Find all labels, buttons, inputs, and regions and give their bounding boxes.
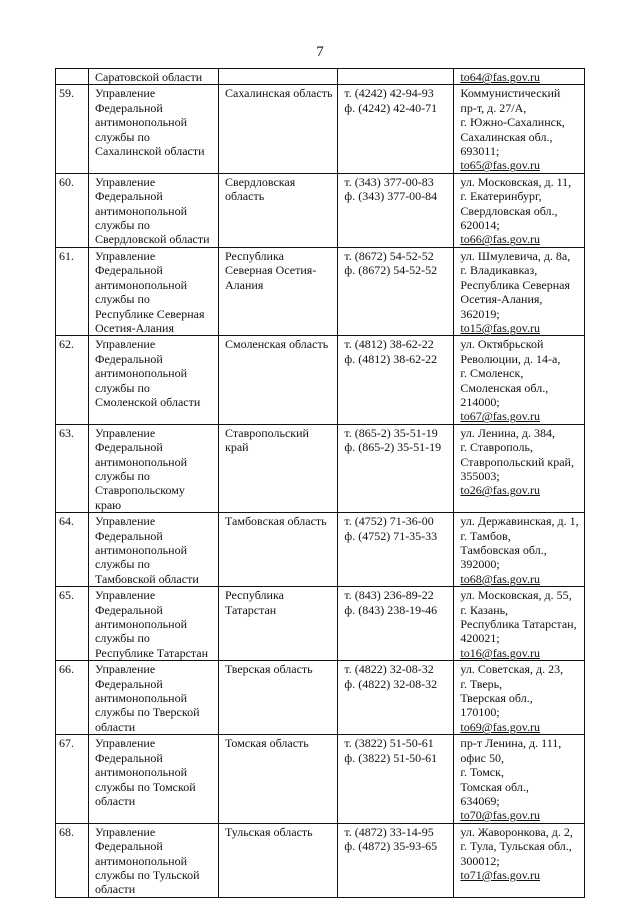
region-line: Тверская область xyxy=(225,662,313,677)
address-line: ул. Советская, д. 23, xyxy=(460,662,564,677)
phone-number: т. (4752) 71-36-00 xyxy=(344,514,434,529)
address-line: Коммунистический xyxy=(460,86,561,101)
office-name-line: службы по xyxy=(95,557,150,572)
cell-address xyxy=(454,587,584,661)
address-line: ул. Жаворонкова, д. 2, xyxy=(460,824,573,839)
table-row xyxy=(56,85,585,173)
cell-region xyxy=(219,173,338,247)
office-name-line: Федеральной xyxy=(95,676,163,691)
address-line: ул. Октябрьской xyxy=(460,337,544,352)
row-number: 61. xyxy=(59,248,74,263)
cell-phone xyxy=(338,587,454,661)
fax-number: ф. (343) 377-00-84 xyxy=(344,189,438,204)
region-line: Алания xyxy=(225,277,264,292)
address-line: офис 50, xyxy=(460,750,504,765)
cell-region xyxy=(219,424,338,512)
office-name-line: Республике Северная xyxy=(95,306,205,321)
fax-number: ф. (843) 238-19-46 xyxy=(344,602,438,617)
address-line: 620014; xyxy=(460,218,500,233)
address-line: Республика Татарстан, xyxy=(460,617,577,632)
fax-number: ф. (4242) 42-40-71 xyxy=(344,100,438,115)
email-link[interactable]: to65@fas.gov.ru xyxy=(460,158,541,173)
fax-number: ф. (4872) 35-93-65 xyxy=(344,839,438,854)
address-line: 170100; xyxy=(460,705,500,720)
cell-address xyxy=(454,85,584,173)
address-line: г. Тула, Тульская обл., xyxy=(460,839,572,854)
address-line: 634069; xyxy=(460,793,500,808)
office-name-line: Управление xyxy=(95,248,156,263)
cell-office-name xyxy=(89,85,219,173)
row-number: 63. xyxy=(59,425,74,440)
cell-number xyxy=(56,173,89,247)
address-line: Революции, д. 14-а, xyxy=(460,351,561,366)
cell-address xyxy=(454,513,584,587)
table-row xyxy=(56,513,585,587)
phone-number: т. (4822) 32-08-32 xyxy=(344,662,434,677)
email-link[interactable]: to26@fas.gov.ru xyxy=(460,483,541,498)
address-line: г. Тамбов, xyxy=(460,528,511,543)
office-name-line: Управление xyxy=(95,514,156,529)
cell-phone xyxy=(338,69,454,85)
office-name-line: антимонопольной xyxy=(95,277,187,292)
address-line: Смоленская обл., xyxy=(460,380,549,395)
cell-region xyxy=(219,587,338,661)
address-line: 300012; xyxy=(460,853,500,868)
cell-address xyxy=(454,735,584,823)
cell-region xyxy=(219,735,338,823)
office-name-line: Смоленской области xyxy=(95,394,201,409)
office-name-line: области xyxy=(95,719,136,734)
address-line: 420021; xyxy=(460,631,500,646)
row-number: 65. xyxy=(59,588,74,603)
table-row xyxy=(56,336,585,424)
region-line: край xyxy=(225,440,249,455)
cell-office-name xyxy=(89,661,219,735)
row-number: 67. xyxy=(59,736,74,751)
cell-phone xyxy=(338,85,454,173)
phone-number: т. (865-2) 35-51-19 xyxy=(344,425,438,440)
office-name-line: службы по xyxy=(95,218,150,233)
office-name-line: антимонопольной xyxy=(95,617,187,632)
office-name-line: краю xyxy=(95,497,122,512)
cell-phone xyxy=(338,173,454,247)
email-link[interactable]: to69@fas.gov.ru xyxy=(460,719,541,734)
office-name-line: службы по xyxy=(95,468,150,483)
address-line: 693011; xyxy=(460,144,500,159)
office-name-line: антимонопольной xyxy=(95,203,187,218)
region-line: Ставропольский xyxy=(225,425,309,440)
address-line: Тверская обл., xyxy=(460,691,533,706)
cell-address xyxy=(454,336,584,424)
row-number: 68. xyxy=(59,824,74,839)
phone-number: т. (8672) 54-52-52 xyxy=(344,248,434,263)
table-row xyxy=(56,424,585,512)
address-line: г. Казань, xyxy=(460,602,509,617)
row-number: 64. xyxy=(59,514,74,529)
office-name-line: антимонопольной xyxy=(95,115,187,130)
region-line: Томская область xyxy=(225,736,309,751)
cell-number xyxy=(56,69,89,85)
office-name-line: Федеральной xyxy=(95,440,163,455)
office-name-line: Федеральной xyxy=(95,100,163,115)
address-line: 362019; xyxy=(460,306,500,321)
address-line: Осетия-Алания, xyxy=(460,292,543,307)
office-name-line: Федеральной xyxy=(95,839,163,854)
office-name-line: антимонопольной xyxy=(95,691,187,706)
cell-address xyxy=(454,823,584,897)
office-name-line: антимонопольной xyxy=(95,543,187,557)
email-link[interactable]: to71@fas.gov.ru xyxy=(460,867,541,882)
phone-number: т. (3822) 51-50-61 xyxy=(344,736,434,751)
office-name-line: Управление xyxy=(95,736,156,751)
address-line: г. Владикавказ, xyxy=(460,263,538,278)
phone-number: т. (4812) 38-62-22 xyxy=(344,337,434,352)
office-name-line: антимонопольной xyxy=(95,366,187,381)
cell-office-name xyxy=(89,823,219,897)
fax-number: ф. (4812) 38-62-22 xyxy=(344,351,438,366)
cell-number xyxy=(56,424,89,512)
cell-phone xyxy=(338,823,454,897)
address-line: г. Смоленск, xyxy=(460,366,524,381)
cell-office-name xyxy=(89,587,219,661)
fax-number: ф. (865-2) 35-51-19 xyxy=(344,440,442,455)
region-line: Республика xyxy=(225,248,284,263)
page-number: 7 xyxy=(316,44,324,60)
cell-office-name xyxy=(89,513,219,587)
office-name-line: Федеральной xyxy=(95,263,163,278)
fax-number: ф. (4822) 32-08-32 xyxy=(344,676,438,691)
address-line: 392000; xyxy=(460,557,500,572)
regional-offices-table xyxy=(55,68,585,898)
address-line: Свердловская обл., xyxy=(460,203,558,218)
office-name-line: службы по xyxy=(95,631,150,646)
address-line: г. Ставрополь, xyxy=(460,440,533,455)
office-name-line: Осетия-Алания xyxy=(95,320,174,335)
table-row xyxy=(56,735,585,823)
cell-region xyxy=(219,823,338,897)
cell-number xyxy=(56,587,89,661)
cell-office-name xyxy=(89,424,219,512)
phone-number: т. (843) 236-89-22 xyxy=(344,588,434,603)
cell-region xyxy=(219,513,338,587)
cell-region xyxy=(219,336,338,424)
table-body xyxy=(56,69,585,898)
address-line: пр-т, д. 27/А, xyxy=(460,100,527,115)
phone-number: т. (4872) 33-14-95 xyxy=(344,824,434,839)
office-name-line: антимонопольной xyxy=(95,853,187,868)
email-link[interactable]: to68@fas.gov.ru xyxy=(460,571,541,586)
address-line: ул. Ленина, д. 384, xyxy=(460,425,555,440)
email-link[interactable]: to67@fas.gov.ru xyxy=(460,409,541,424)
address-line: Ставропольский край, xyxy=(460,454,574,469)
region-line: Республика xyxy=(225,588,284,603)
office-name-line: Управление xyxy=(95,588,156,603)
region-line: Северная Осетия- xyxy=(225,263,317,278)
office-name-line: службы по xyxy=(95,292,150,307)
office-name-line: службы по Тульской xyxy=(95,867,200,882)
phone-number: т. (4242) 42-94-93 xyxy=(344,86,434,101)
office-name-line: Управление xyxy=(95,824,156,839)
cell-number xyxy=(56,247,89,335)
row-number: 60. xyxy=(59,174,74,189)
fax-number: ф. (3822) 51-50-61 xyxy=(344,750,438,765)
office-name-line: службы по Тверской xyxy=(95,705,200,720)
office-name-line: Управление xyxy=(95,86,156,101)
cell-number xyxy=(56,85,89,173)
table-row-continuation xyxy=(56,69,585,85)
email-link[interactable]: to15@fas.gov.ru xyxy=(460,320,541,335)
table-row xyxy=(56,173,585,247)
cell-phone xyxy=(338,735,454,823)
office-name-line: Свердловской области xyxy=(95,232,210,247)
cell-phone xyxy=(338,513,454,587)
office-name-line: области xyxy=(95,882,136,897)
office-name-line: Управление xyxy=(95,174,156,189)
cell-office-name xyxy=(89,69,219,85)
office-name-line: Федеральной xyxy=(95,351,163,366)
address-line: пр-т Ленина, д. 111, xyxy=(460,736,562,751)
office-name-line: службы по xyxy=(95,380,150,395)
cell-number xyxy=(56,735,89,823)
row-number: 66. xyxy=(59,662,74,677)
cell-region xyxy=(219,85,338,173)
region-line: Смоленская область xyxy=(225,337,329,352)
office-name-line: антимонопольной xyxy=(95,454,187,469)
table-row xyxy=(56,587,585,661)
region-line: Сахалинская область xyxy=(225,86,333,101)
cell-number xyxy=(56,661,89,735)
cell-office-name xyxy=(89,336,219,424)
email-link[interactable]: to64@fas.gov.ru xyxy=(460,70,541,84)
region-line: область xyxy=(225,189,265,204)
cell-address xyxy=(454,173,584,247)
region-line: Тамбовская область xyxy=(225,514,327,529)
region-line: Татарстан xyxy=(225,602,277,617)
address-line: 355003; xyxy=(460,468,500,483)
row-number: 59. xyxy=(59,86,74,101)
office-name-line: Ставропольскому xyxy=(95,483,185,498)
office-name-line: Управление xyxy=(95,425,156,440)
cell-address xyxy=(454,424,584,512)
email-link[interactable]: to66@fas.gov.ru xyxy=(460,232,541,247)
table-row xyxy=(56,661,585,735)
office-name-line: Управление xyxy=(95,337,156,352)
cell-phone xyxy=(338,424,454,512)
cell-number xyxy=(56,513,89,587)
address-line: г. Тверь, xyxy=(460,676,503,691)
cell-phone xyxy=(338,336,454,424)
row-number: 62. xyxy=(59,337,74,352)
office-name-line: Федеральной xyxy=(95,189,163,204)
table-row xyxy=(56,823,585,897)
office-name-line: Управление xyxy=(95,662,156,677)
address-line: ул. Державинская, д. 1, xyxy=(460,514,579,529)
cell-phone xyxy=(338,661,454,735)
phone-number: т. (343) 377-00-83 xyxy=(344,174,434,189)
fax-number: ф. (4752) 71-35-33 xyxy=(344,528,438,543)
address-line: г. Южно-Сахалинск, xyxy=(460,115,565,130)
cell-number xyxy=(56,336,89,424)
cell-office-name xyxy=(89,247,219,335)
cell-address xyxy=(454,247,584,335)
cell-office-name xyxy=(89,735,219,823)
cell-address xyxy=(454,69,584,85)
address-line: Тамбовская обл., xyxy=(460,543,547,557)
office-name-line: области xyxy=(95,793,136,808)
office-name-line: службы по Томской xyxy=(95,779,196,794)
cell-number xyxy=(56,823,89,897)
fax-number: ф. (8672) 54-52-52 xyxy=(344,263,438,278)
address-line: г. Томск, xyxy=(460,765,504,780)
address-line: Сахалинская обл., xyxy=(460,129,553,144)
cell-region xyxy=(219,69,338,85)
cell-phone xyxy=(338,247,454,335)
address-line: ул. Московская, д. 11, xyxy=(460,174,572,189)
office-name-line: Сахалинской области xyxy=(95,144,205,159)
office-name-line: Федеральной xyxy=(95,602,163,617)
office-name-line: Федеральной xyxy=(95,750,163,765)
region-line: Тульская область xyxy=(225,824,313,839)
office-name-line: Республике Татарстан xyxy=(95,645,209,660)
office-name-line: антимонопольной xyxy=(95,765,187,780)
cell-address xyxy=(454,661,584,735)
address-line: г. Екатеринбург, xyxy=(460,189,542,204)
office-name-line: Саратовской области xyxy=(95,70,203,84)
email-link[interactable]: to70@fas.gov.ru xyxy=(460,808,541,823)
address-line: ул. Московская, д. 55, xyxy=(460,588,572,603)
cell-office-name xyxy=(89,173,219,247)
address-line: Томская обл., xyxy=(460,779,529,794)
office-name-line: службы по xyxy=(95,129,150,144)
office-name-line: Тамбовской области xyxy=(95,571,199,586)
office-name-line: Федеральной xyxy=(95,528,163,543)
address-line: Республика Северная xyxy=(460,277,571,292)
region-line: Свердловская xyxy=(225,174,296,189)
cell-region xyxy=(219,247,338,335)
cell-region xyxy=(219,661,338,735)
email-link[interactable]: to16@fas.gov.ru xyxy=(460,645,541,660)
address-line: 214000; xyxy=(460,394,500,409)
address-line: ул. Шмулевича, д. 8а, xyxy=(460,248,571,263)
table-row xyxy=(56,247,585,335)
